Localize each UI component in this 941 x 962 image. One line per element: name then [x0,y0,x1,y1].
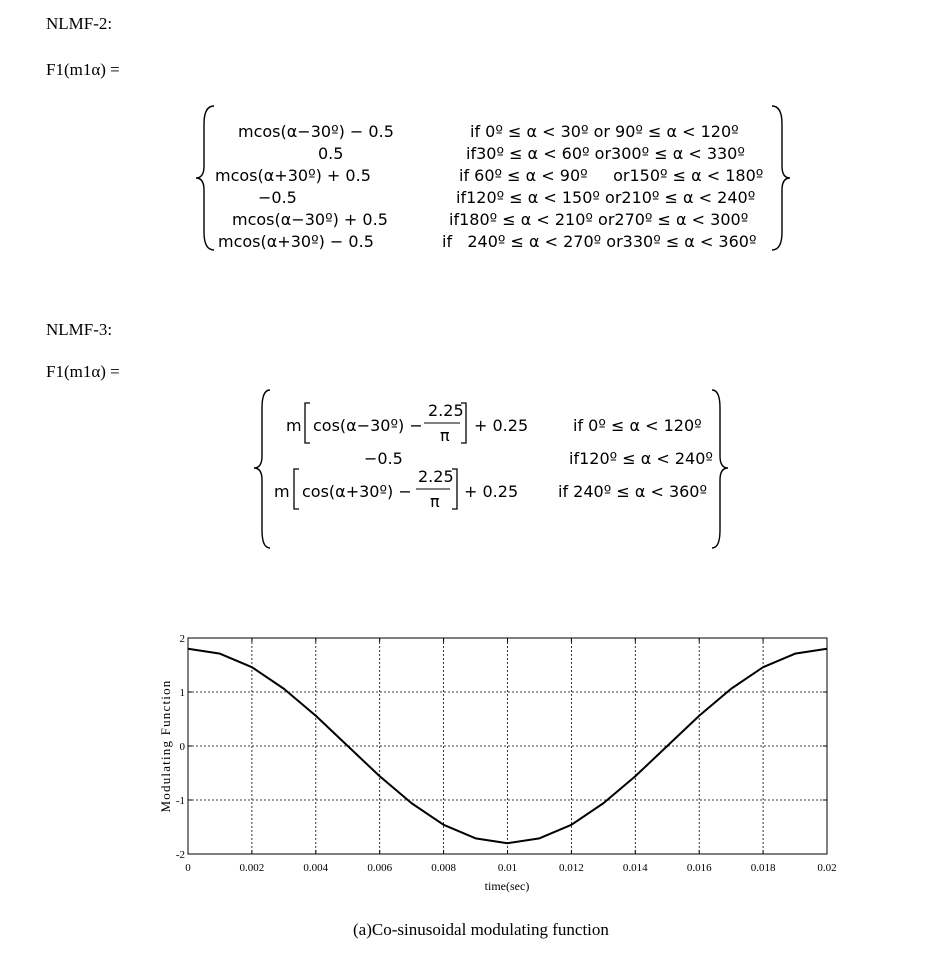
nlmf3-row1-den: π [440,426,450,445]
nlmf2-lhs: F1(m1α) = [46,60,120,79]
nlmf2-expr-4: −0.5 [258,188,297,207]
nlmf2-expr-5: mcos(α−30º) + 0.5 [232,210,388,229]
nlmf3-row3-cos: cos(α+30º) − [302,482,412,501]
x-tick-label: 0.012 [559,862,584,874]
nlmf3-row3-tail: + 0.25 [464,482,519,501]
nlmf2-cond-6: if 240º ≤ α < 270º or330º ≤ α < 360º [442,232,757,251]
nlmf2-expr-6: mcos(α+30º) − 0.5 [218,232,374,251]
chart-ticks [176,633,837,874]
nlmf3-row1-cos: cos(α−30º) − [313,416,423,435]
nlmf2-cond-3: if 60º ≤ α < 90º or150º ≤ α < 180º [459,166,764,185]
nlmf2-cond-4: if120º ≤ α < 150º or210º ≤ α < 240º [456,188,756,207]
x-tick-label: 0.008 [431,862,456,874]
nlmf2-expr-1: mcos(α−30º) − 0.5 [238,122,394,141]
nlmf3-row2-cond: if120º ≤ α < 240º [569,449,713,468]
x-tick-label: 0.016 [686,862,712,874]
nlmf3-row2-expr: −0.5 [364,449,403,468]
nlmf2-cond-1: if 0º ≤ α < 30º or 90º ≤ α < 120º [470,122,739,141]
y-tick-label: -2 [175,849,185,861]
x-tick-label: 0.018 [750,862,776,874]
nlmf3-row1-m: m [286,416,302,435]
nlmf3-heading: NLMF-3: [46,320,113,339]
figure-caption: (a)Co-sinusoidal modulating function [353,920,609,939]
x-tick-label: 0.006 [367,862,393,874]
x-tick-label: 0.004 [303,862,329,874]
nlmf3-row3-cond: if 240º ≤ α < 360º [558,482,708,501]
nlmf3-row3-m: m [274,482,290,501]
y-tick-label: 2 [179,633,185,645]
nlmf2-heading: NLMF-2: [46,14,113,33]
x-tick-label: 0.01 [497,862,518,874]
y-axis-label: Modulating Function [158,679,173,813]
chart-grid [188,638,827,854]
x-tick-label: 0 [185,862,191,874]
x-tick-label: 0.002 [239,862,265,874]
x-axis-label: time(sec) [484,879,530,893]
nlmf2-expr-3: mcos(α+30º) + 0.5 [215,166,371,185]
nlmf3-row3-num: 2.25 [418,467,454,486]
nlmf3-row1-cond: if 0º ≤ α < 120º [573,416,702,435]
nlmf3-row3-den: π [430,492,440,511]
nlmf3-lhs: F1(m1α) = [46,362,120,381]
y-tick-label: 1 [179,687,185,699]
modulating-function-chart [150,628,860,900]
nlmf2-expr-2: 0.5 [318,144,344,163]
nlmf3-row1-num: 2.25 [428,401,464,420]
nlmf2-cond-2: if30º ≤ α < 60º or300º ≤ α < 330º [466,144,745,163]
x-tick-label: 0.014 [622,862,648,874]
y-tick-label: -1 [175,795,185,807]
nlmf2-cond-5: if180º ≤ α < 210º or270º ≤ α < 300º [449,210,749,229]
nlmf3-brace [254,386,730,552]
x-tick-label: 0.02 [817,862,837,874]
y-tick-label: 0 [179,741,185,753]
nlmf3-row1-tail: + 0.25 [474,416,529,435]
